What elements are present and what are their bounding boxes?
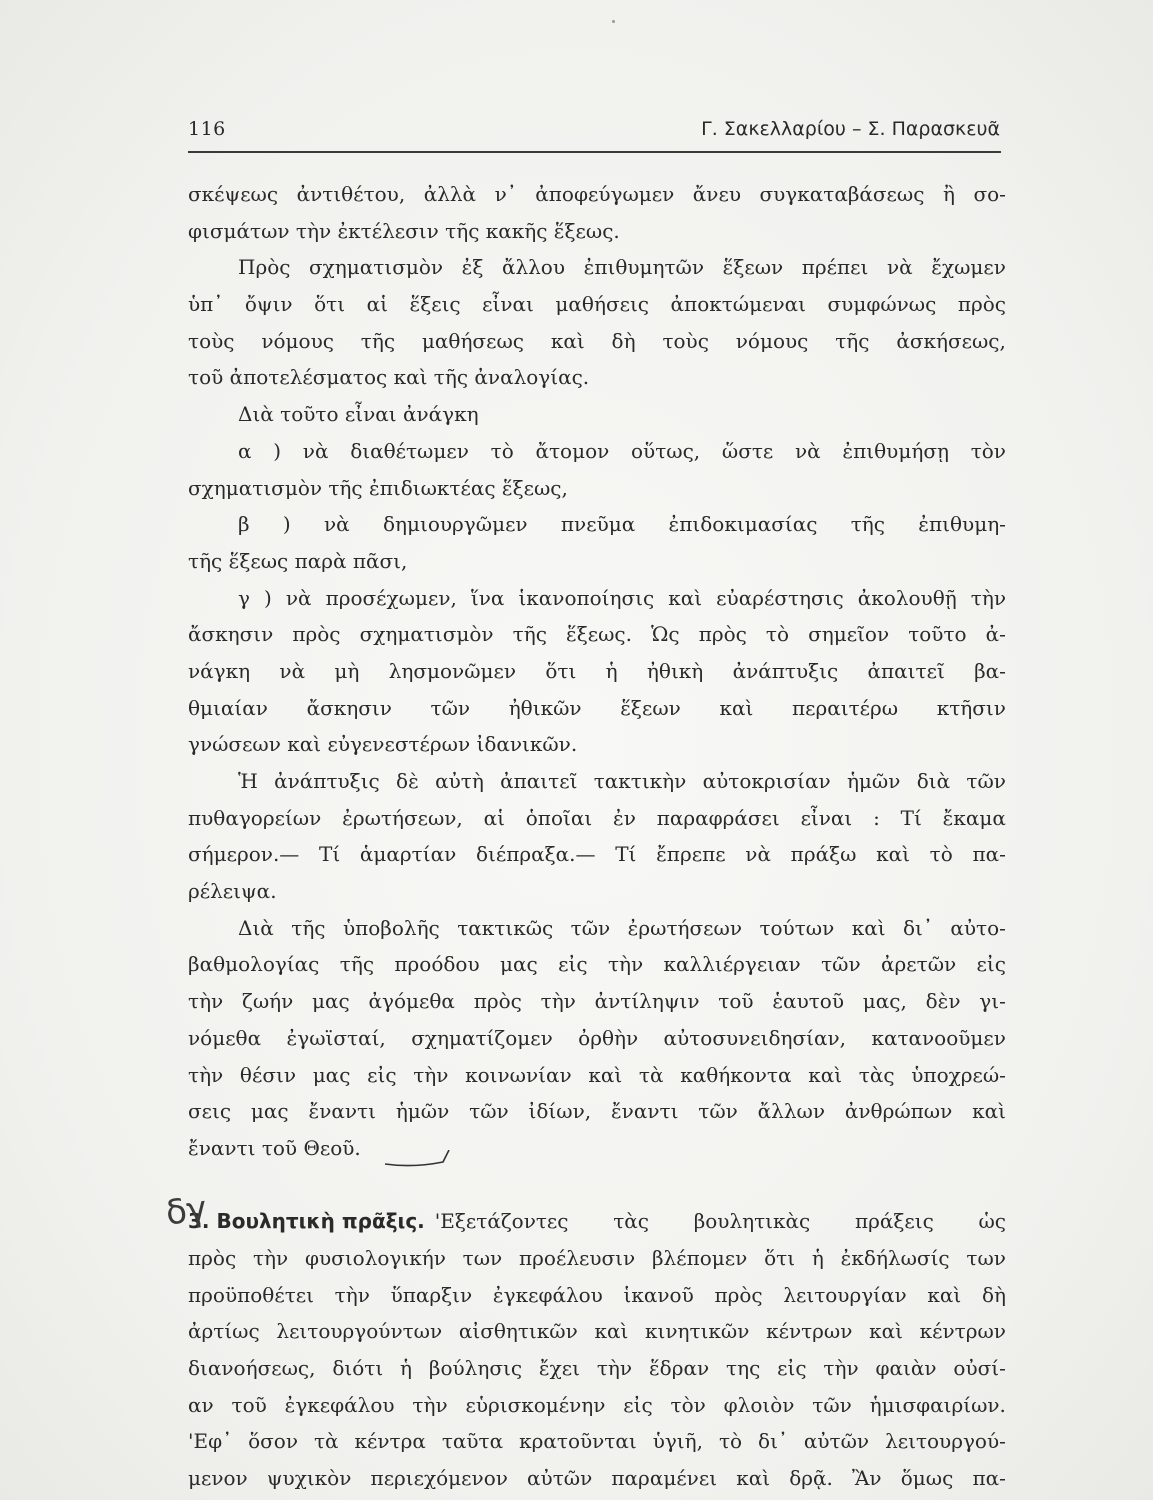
text-line: ἀρτίως λειτουργούντων αἰσθητικῶν καὶ κινητικῶν κέντρων καὶ κέντρων bbox=[188, 1319, 1006, 1344]
text-line: Ἡ ἀνάπτυξις δὲ αὐτὴ ἀπαιτεῖ τακτικὴν αὐτοκρισίαν ἡμῶν διὰ τῶν bbox=[238, 769, 1006, 793]
text-line: βαθμολογίας τῆς προόδου μας εἰς τὴν καλλιέργειαν τῶν ἀρετῶν εἰς bbox=[188, 952, 1006, 977]
text-line: αν τοῦ ἐγκεφάλου τὴν εὑρισκομένην εἰς τὸν φλοιὸν τῶν ἡμισφαιρίων. bbox=[188, 1392, 1006, 1417]
text-line: σχηματισμὸν τῆς ἐπιδιωκτέας ἕξεως, bbox=[188, 475, 568, 500]
text-line-end bbox=[188, 1130, 1006, 1167]
text-line: Πρὸς σχηματισμὸν ἐξ ἄλλου ἐπιθυμητῶν ἕξεων πρέπει νὰ ἔχωμεν bbox=[238, 255, 1006, 280]
body-text bbox=[163, 176, 1006, 1497]
text-line: 'Εφ᾽ ὅσον τὰ κέντρα ταῦτα κρατοῦνται ὑγιῆ, τὸ δι᾽ αὐτῶν λειτουργού- bbox=[188, 1429, 1006, 1454]
text-line: πυθαγορείων ἐρωτήσεων, αἱ ὁποῖαι ἐν παραφράσει εἶναι : Τί ἔκαμα bbox=[188, 805, 1006, 830]
page-number: 116 bbox=[188, 118, 226, 140]
text-line: μενον ψυχικὸν περιεχόμενον αὐτῶν παραμένει καὶ δρᾷ. Ἂν ὅμως πα- bbox=[188, 1466, 1006, 1491]
section-heading-line bbox=[163, 1188, 1006, 1240]
text-line: διανοήσεως, διότι ἡ βούλησις ἔχει τὴν ἕδραν της εἰς τὴν φαιὰν οὐσί- bbox=[188, 1356, 1006, 1380]
header-rule bbox=[188, 151, 1001, 153]
section-heading: 3. Βουλητικὴ πρᾶξις. bbox=[188, 1209, 425, 1234]
text-line: Διὰ τοῦτο εἶναι ἀνάγκη bbox=[238, 402, 479, 427]
text-line: τοὺς νόμους τῆς μαθήσεως καὶ δὴ τοὺς νόμους τῆς ἀσκήσεως, bbox=[188, 328, 1006, 353]
text-line: σκέψεως ἀντιθέτου, ἀλλὰ ν᾽ ἀποφεύγωμεν ἄνευ συγκαταβάσεως ἢ σο- bbox=[188, 182, 1006, 206]
text-line: ἔναντι τοῦ Θεοῦ. bbox=[188, 1135, 361, 1160]
text-line: σεις μας ἔναντι ἡμῶν τῶν ἰδίων, ἔναντι τῶν ἄλλων ἀνθρώπων καὶ bbox=[188, 1099, 1006, 1124]
text-line: τοῦ ἀποτελέσματος καὶ τῆς ἀναλογίας. bbox=[188, 365, 590, 390]
text-line: πρὸς τὴν φυσιολογικήν των προέλευσιν βλέπομεν ὅτι ἡ ἐκδήλωσίς των bbox=[188, 1245, 1006, 1270]
text-line: νάγκη νὰ μὴ λησμονῶμεν ὅτι ἡ ἠθικὴ ἀνάπτυξις ἀπαιτεῖ βα- bbox=[188, 658, 1006, 683]
text-line: ρέλειψα. bbox=[188, 879, 277, 904]
text-line: γνώσεων καὶ εὐγενεστέρων ἰδανικῶν. bbox=[188, 732, 578, 757]
speck bbox=[612, 20, 615, 23]
text-line: φισμάτων τὴν ἐκτέλεσιν τῆς κακῆς ἕξεως. bbox=[188, 218, 620, 243]
handwritten-margin-mark: δγ bbox=[163, 1188, 210, 1234]
text-line: προϋποθέτει τὴν ὕπαρξιν ἐγκεφάλου ἱκανοῦ πρὸς λειτουργίαν καὶ δὴ bbox=[188, 1282, 1006, 1307]
text-line: α ) νὰ διαθέτωμεν τὸ ἄτομον οὕτως, ὥστε νὰ ἐπιθυμήσῃ τὸν bbox=[238, 438, 1006, 463]
text-line: β ) νὰ δημιουργῶμεν πνεῦμα ἐπιδοκιμασίας τῆς ἐπιθυμη- bbox=[238, 512, 1006, 537]
page-header bbox=[188, 116, 1000, 150]
text-line: ἄσκησιν πρὸς σχηματισμὸν τῆς ἕξεως. Ὡς πρὸς τὸ σημεῖον τοῦτο ἀ- bbox=[188, 622, 1006, 647]
text-line: Διὰ τῆς ὑποβολῆς τακτικῶς τῶν ἐρωτήσεων τούτων καὶ δι᾽ αὐτο- bbox=[238, 915, 1006, 940]
running-head: Γ. Σακελλαρίου – Σ. Παρασκευᾶ bbox=[701, 118, 1000, 140]
text-line: θμιαίαν ἄσκησιν τῶν ἠθικῶν ἕξεων καὶ περαιτέρω κτῆσιν bbox=[188, 695, 1006, 720]
pen-stroke-mark bbox=[383, 1150, 453, 1170]
section-heading-rest: 'Εξετάζοντες τὰς βουλητικὰς πράξεις ὡς bbox=[434, 1209, 1006, 1234]
text-line: τὴν θέσιν μας εἰς τὴν κοινωνίαν καὶ τὰ καθήκοντα καὶ τὰς ὑποχρεώ- bbox=[188, 1062, 1006, 1087]
section-gap bbox=[188, 1167, 1006, 1204]
text-line: γ ) νὰ προσέχωμεν, ἵνα ἱκανοποίησις καὶ εὐαρέστησις ἀκολουθῇ τὴν bbox=[238, 585, 1006, 610]
text-line: τὴν ζωήν μας ἀγόμεθα πρὸς τὴν ἀντίληψιν τοῦ ἑαυτοῦ μας, δὲν γι- bbox=[188, 989, 1006, 1014]
text-line: σήμερον.— Τί ἁμαρτίαν διέπραξα.— Τί ἔπρεπε νὰ πράξω καὶ τὸ πα- bbox=[188, 842, 1006, 867]
text-line: τῆς ἕξεως παρὰ πᾶσι, bbox=[188, 548, 408, 573]
text-line: νόμεθα ἐγωϊσταί, σχηματίζομεν ὀρθὴν αὐτοσυνειδησίαν, κατανοοῦμεν bbox=[188, 1025, 1006, 1050]
text-line: ὑπ᾽ ὄψιν ὅτι αἱ ἕξεις εἶναι μαθήσεις ἀποκτώμεναι συμφώνως πρὸς bbox=[188, 292, 1006, 317]
